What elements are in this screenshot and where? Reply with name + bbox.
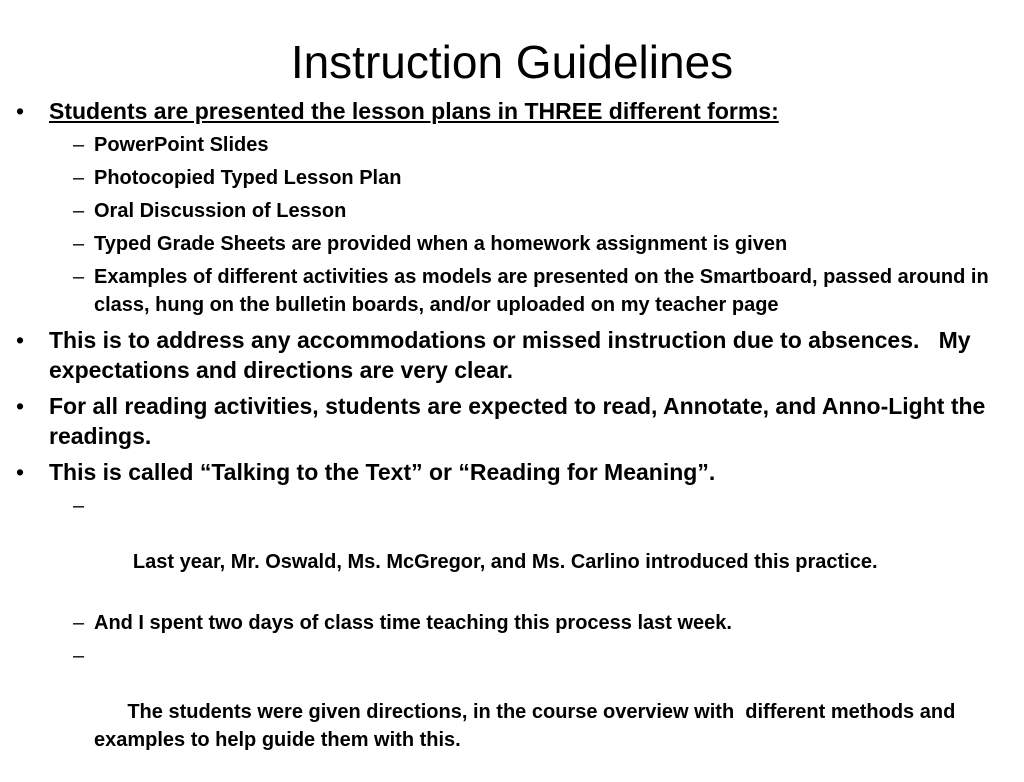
dash-icon: – bbox=[73, 134, 85, 156]
dash-icon: – bbox=[73, 612, 85, 634]
dash-icon: – bbox=[73, 645, 85, 667]
sub-bullet-text: Typed Grade Sheets are provided when a homework assignment is given bbox=[94, 233, 788, 255]
bullet-icon: • bbox=[16, 393, 25, 419]
bullet-icon: • bbox=[16, 459, 25, 485]
bullet-text: This is to address any accommodations or missed instruction due to absences. My expectations and directions are very clear. bbox=[49, 327, 977, 383]
sub-bullet-text: Last year, Mr. Oswald, Ms. McGregor, and Ms. Carlino introduced this practice. bbox=[127, 551, 878, 573]
bullet-item bbox=[0, 325, 1024, 385]
bullet-text: Students are presented the lesson plans in THREE different forms: bbox=[49, 98, 779, 124]
dash-icon: – bbox=[73, 266, 85, 288]
sub-bullet-text: PowerPoint Slides bbox=[94, 134, 269, 156]
bullet-item bbox=[0, 457, 1024, 487]
sub-bullet-text: Oral Discussion of Lesson bbox=[94, 200, 347, 222]
sub-bullet-text: The students were given directions, in the course overview with different methods and examples to help guide them with this. bbox=[94, 701, 961, 751]
slide-body bbox=[0, 96, 1024, 782]
dash-icon: – bbox=[73, 200, 85, 222]
bullet-item bbox=[0, 391, 1024, 451]
sub-bullet-item bbox=[0, 642, 1024, 782]
sub-bullet-item bbox=[0, 164, 1024, 192]
sub-bullet-item bbox=[0, 230, 1024, 258]
sub-bullet-item bbox=[0, 197, 1024, 225]
sub-bullet-item bbox=[0, 131, 1024, 159]
dash-icon: – bbox=[73, 495, 85, 517]
sub-bullet-text: Examples of different activities as models are presented on the Smartboard, passed around in class, hung on the bulletin boards, and/or uploaded on my teacher page bbox=[94, 266, 989, 316]
bullet-icon: • bbox=[16, 98, 25, 124]
bullet-text: For all reading activities, students are expected to read, Annotate, and Anno-Light the readings. bbox=[49, 393, 986, 449]
slide-title: Instruction Guidelines bbox=[290, 36, 734, 88]
sub-bullet-item bbox=[0, 609, 1024, 637]
sub-bullet-item bbox=[0, 492, 1024, 604]
sub-bullet-text: And I spent two days of class time teaching this process last week. bbox=[94, 612, 732, 634]
sub-bullet-item bbox=[0, 263, 1024, 319]
sub-bullet-text: Photocopied Typed Lesson Plan bbox=[94, 167, 402, 189]
dash-icon: – bbox=[73, 167, 85, 189]
bullet-icon: • bbox=[16, 327, 25, 353]
dash-icon: – bbox=[73, 233, 85, 255]
bullet-item bbox=[0, 96, 1024, 126]
bullet-text: This is called “Talking to the Text” or “Reading for Meaning”. bbox=[49, 459, 716, 485]
